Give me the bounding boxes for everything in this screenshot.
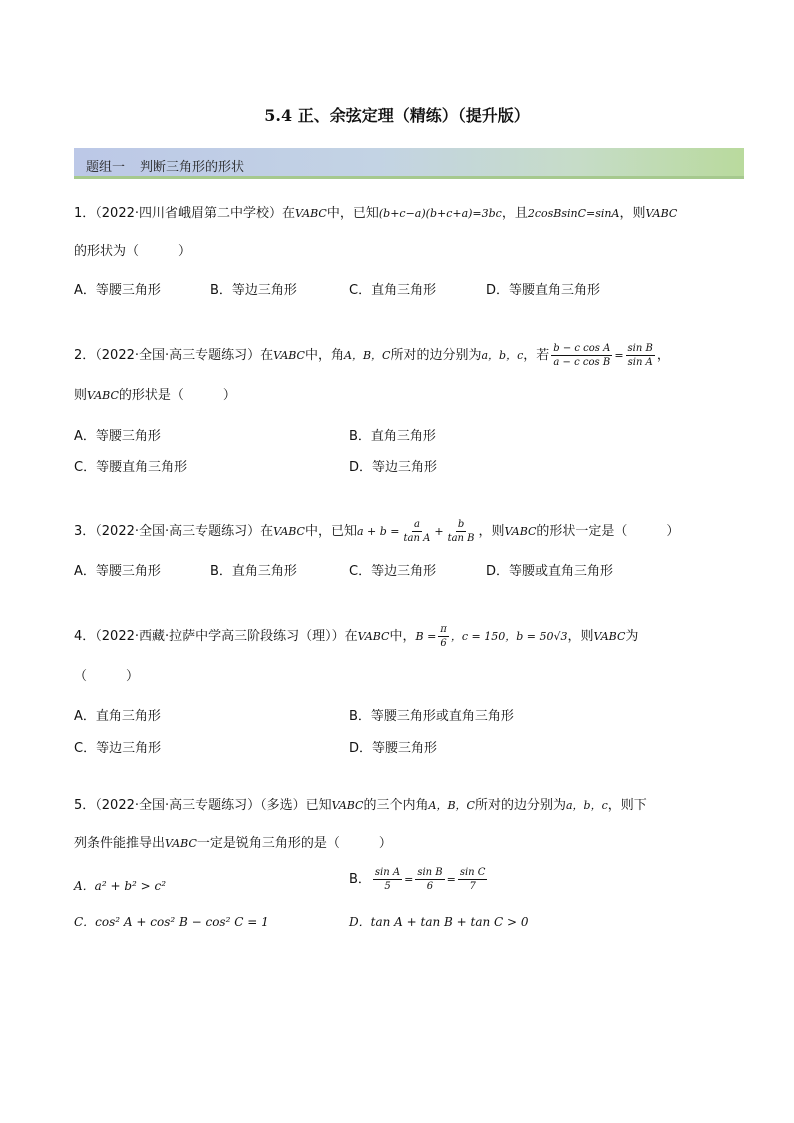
q5-b-f3-num: sin C <box>459 867 486 878</box>
q4-option-a: A．直角三角形 <box>74 709 161 724</box>
q2-sides: a，b，c <box>481 349 524 362</box>
q4-f-num: π <box>440 624 447 635</box>
q2-text: 2．（2022·全国·高三专题练习）在 <box>74 348 274 363</box>
q4-b2-eq: ，b = 50√3 <box>505 630 568 643</box>
q5-b-f2-num: sin B <box>417 867 443 878</box>
q4-option-d: D．等腰三角形 <box>349 741 438 756</box>
q1-option-b: B．等边三角形 <box>210 283 297 298</box>
q3-text-c: ，则 <box>478 524 505 539</box>
q4-c-eq: ，c = 150 <box>450 630 506 643</box>
q4-option-c: C．等边三角形 <box>74 741 162 756</box>
q3-f2-num: b <box>457 519 465 530</box>
q3-option-d: D．等腰或直角三角形 <box>486 564 614 579</box>
q1-option-c: C．直角三角形 <box>349 283 437 298</box>
q3-fraction-2 <box>446 518 477 545</box>
q3-text-b: 中，已知 <box>304 524 357 539</box>
q4-text: 4．（2022·西藏·拉萨中学高三阶段练习（理））在 <box>74 629 358 644</box>
section-banner <box>74 148 744 179</box>
q5-b-f1-den: 5 <box>384 881 391 892</box>
q3-fraction-1 <box>402 518 433 545</box>
page-title: 5.4 正、余弦定理（精练）（提升版） <box>264 106 530 125</box>
q2-line2-triangle: VABC <box>87 389 119 402</box>
section-text: 判断三角形的形状 <box>140 160 245 175</box>
q2-f1-den: a − c cos B <box>553 357 611 368</box>
q4-triangle: VABC <box>357 630 390 643</box>
q2-option-c: C．等腰直角三角形 <box>74 460 188 475</box>
q5-b-frac-3 <box>458 866 488 893</box>
q5-text: 5．（2022·全国·高三专题练习）（多选）已知 <box>74 798 332 813</box>
question-3: 3．（2022·全国·高三专题练习）在VABC中，已知a + b = $\frac{a}{\text{tan A}}$ + $\frac{b}{\text{tan B}}$ ，则VABC的形状一定是（ ） <box>74 519 680 544</box>
q1-triangle-2: VABC <box>645 207 678 220</box>
q5-sides: a，b，c <box>565 799 608 812</box>
q5-text-b: 的三个内角 <box>363 798 429 813</box>
q4-triangle-2: VABC <box>593 630 626 643</box>
q1-text-d: ，则 <box>619 206 646 221</box>
q3-f2-den: tan B <box>447 533 475 544</box>
q5-option-b-label: B． <box>349 872 371 887</box>
q2-line2-b: 的形状是（ ） <box>118 388 236 403</box>
q2-f1-num: b − c cos A <box>553 343 611 354</box>
q2-fraction-1 <box>551 342 612 369</box>
q2-fraction-2 <box>626 342 655 369</box>
q3-option-a: A．等腰三角形 <box>74 564 161 579</box>
q1-text-c: ，且 <box>501 206 528 221</box>
q3-option-c: C．等边三角形 <box>349 564 437 579</box>
question-5 <box>74 796 734 816</box>
q2-f2-den: sin A <box>627 357 653 368</box>
q1-text-b: 中，已知 <box>326 206 379 221</box>
q1-line-2: 的形状为（ ） <box>74 244 192 259</box>
q5-angles: A，B，C <box>428 799 475 812</box>
q4-b-eq: B = <box>415 630 437 643</box>
question-1 <box>74 204 734 224</box>
q1-text: 1．（2022·四川省峨眉第二中学校）在 <box>74 206 295 221</box>
q2-angles: A，B，C <box>344 349 391 362</box>
q5-line2-triangle: VABC <box>165 837 197 850</box>
q1-triangle: VABC <box>295 207 327 220</box>
q5-option-d: D．tan A + tan B + tan C > 0 <box>349 915 529 929</box>
q4-f-den: 6 <box>440 638 447 649</box>
q2-option-b: B．直角三角形 <box>349 429 436 444</box>
q2-text-d: ，若 <box>523 348 550 363</box>
q5-triangle: VABC <box>331 799 364 812</box>
q2-text-c: 所对的边分别为 <box>390 348 482 363</box>
q5-b-f3-den: 7 <box>469 881 476 892</box>
q5-line-2 <box>74 834 734 854</box>
q2-line2-a: 则 <box>74 388 88 403</box>
q5-text-c: 所对的边分别为 <box>474 798 566 813</box>
q3-text-d: 的形状一定是（ ） <box>536 524 680 539</box>
q3-lhs: a + b = <box>357 525 400 538</box>
q5-line2-b: 一定是锐角三角形的是（ ） <box>196 836 392 851</box>
q5-b-frac-2 <box>415 866 444 893</box>
q3-f1-den: tan A <box>403 533 431 544</box>
q5-b-f2-den: 6 <box>426 881 434 892</box>
q1-option-a: A．等腰三角形 <box>74 283 161 298</box>
q5-b-f1-num: sin A <box>374 867 401 878</box>
q3-option-b: B．直角三角形 <box>210 564 297 579</box>
q1-condition-1: (b+c−a)(b+c+a)=3bc <box>378 207 502 220</box>
q5-option-b: B． $\frac{\text{sin A}}{5}$ = $\frac{\text{sin B}}{6}$ = $\frac{\text{sin C}}{7}$ <box>349 867 486 892</box>
q5-option-a: A．a² + b² > c² <box>74 879 167 893</box>
q2-option-a: A．等腰三角形 <box>74 429 161 444</box>
q3-text: 3．（2022·全国·高三专题练习）在 <box>74 524 274 539</box>
q3-triangle: VABC <box>273 525 305 538</box>
q4-option-b: B．等腰三角形或直角三角形 <box>349 709 514 724</box>
q4-text-b: 中， <box>389 629 416 644</box>
question-4 <box>74 623 734 650</box>
q1-condition-2: 2cosBsinC=sinA <box>527 207 620 220</box>
q4-text-c: ，则 <box>567 629 594 644</box>
q2-line-2 <box>74 386 734 406</box>
q2-triangle: VABC <box>273 349 305 362</box>
q2-option-d: D．等边三角形 <box>349 460 438 475</box>
q5-line2-a: 列条件能推导出 <box>74 836 166 851</box>
q3-triangle-2: VABC <box>504 525 537 538</box>
q4-fraction <box>438 623 449 650</box>
q5-option-c: C．cos² A + cos² B − cos² C = 1 <box>74 915 269 929</box>
q4-line-2: （ ） <box>74 669 140 684</box>
q2-text-b: 中，角 <box>304 348 344 363</box>
q1-option-d: D．等腰直角三角形 <box>486 283 601 298</box>
q5-text-d: ，则下 <box>607 798 647 813</box>
question-2: 2．（2022·全国·高三专题练习）在VABC中，角A，B，C所对的边分别为a，b，c，若 $\frac{\text{b − c cos A}}{\text{a − c cos B}}$ = $\frac{\text{sin B}}{\text{sin A}}$ ， <box>74 343 670 368</box>
section-label: 题组一 <box>86 160 126 175</box>
q3-f1-num: a <box>413 519 420 530</box>
q4-text-d: 为 <box>625 629 639 644</box>
q5-b-frac-1 <box>373 866 402 893</box>
q2-f2-num: sin B <box>627 343 653 354</box>
